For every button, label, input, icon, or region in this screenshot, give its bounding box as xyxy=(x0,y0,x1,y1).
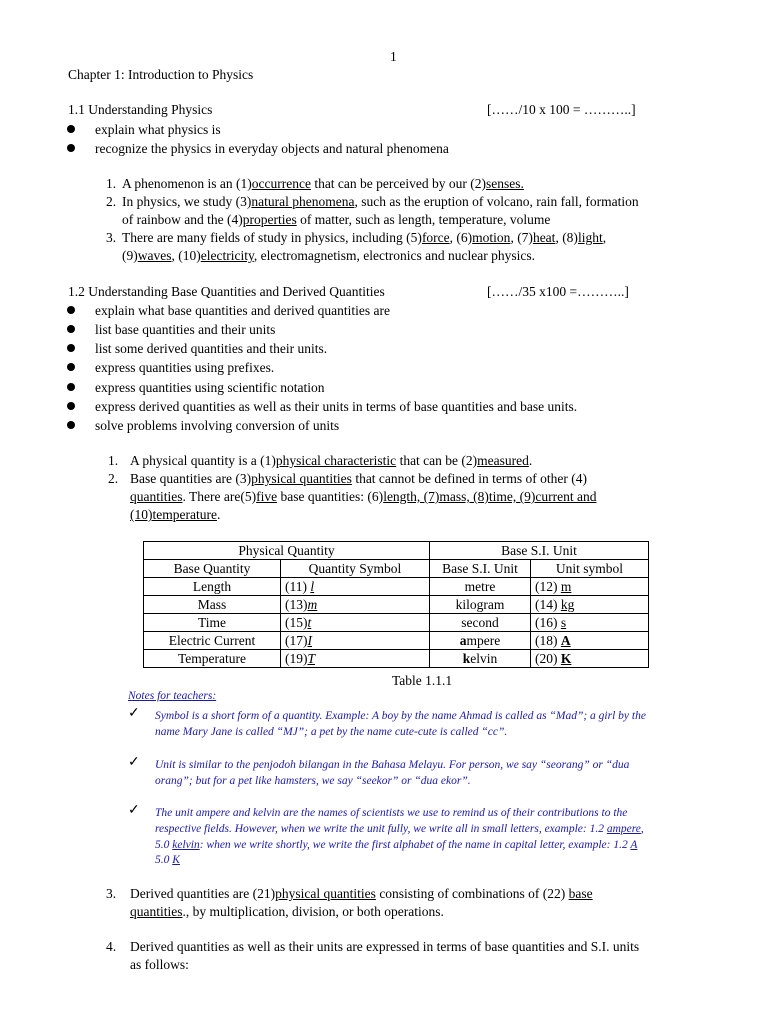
base-quantity-cell: Length xyxy=(144,578,281,596)
quantity-symbol-cell: (17)I xyxy=(281,632,430,650)
section-1-2-heading: 1.2 Understanding Base Quantities and Derived Quantities xyxy=(68,284,385,299)
base-quantity-cell: Temperature xyxy=(144,650,281,668)
note-3-line1: The unit ampere and kelvin are the names of scientists we use to remind us of their contributions to the xyxy=(155,807,628,819)
unit-symbol-cell: (16) s xyxy=(531,614,649,632)
s1-item-1: A phenomenon is an (1)occurrence that can be perceived by our (2)senses. xyxy=(122,176,524,191)
table-group-header: Base S.I. Unit xyxy=(430,542,649,560)
bullet-icon xyxy=(67,344,75,352)
objective-1-2-c: list some derived quantities and their units. xyxy=(95,341,328,356)
si-unit-cell: ampere xyxy=(430,632,531,650)
note-1-line2: name Mary Jane is called “MJ”; a pet by the name cute-cute is called “cc”. xyxy=(155,726,508,738)
bullet-icon xyxy=(67,306,75,314)
note-2-line2: orang”; but for a pet like hamsters, we say “seekor” or “dua ekor”. xyxy=(155,775,471,787)
note-3-line4: 5.0 K xyxy=(155,854,180,866)
s1-item-3-line1: There are many fields of study in physics, including (5)force, (6)motion, (7)heat, (8)light, xyxy=(122,230,607,245)
unit-symbol-cell: (20) K xyxy=(531,650,649,668)
objective-1-2-a: explain what base quantities and derived quantities are xyxy=(95,303,391,318)
section-1-2-score: [……/35 x100 =………..] xyxy=(487,284,629,299)
unit-symbol-cell: (12) m xyxy=(531,578,649,596)
table-caption: Table 1.1.1 xyxy=(392,673,453,688)
objective-1-2-b: list base quantities and their units xyxy=(95,322,276,337)
checkmark-icon: ✓ xyxy=(128,706,140,721)
objective-1-2-f: express derived quantities as well as their units in terms of base quantities and base units. xyxy=(95,399,578,414)
s1-item-3-line2: (9)waves, (10)electricity, electromagnetism, electronics and nuclear physics. xyxy=(122,248,535,263)
item-4-line2: as follows: xyxy=(130,957,189,972)
s1-item-2-line1: In physics, we study (3)natural phenomena, such as the eruption of volcano, rain fall, formation xyxy=(122,194,639,209)
s2-item-2-line3: (10)temperature. xyxy=(130,507,221,522)
bullet-icon xyxy=(67,325,75,333)
objective-1-1-a: explain what physics is xyxy=(95,122,221,137)
s2-item-2-line2: quantities. There are(5)five base quantities: (6)length, (7)mass, (8)time, (9)current and xyxy=(130,489,597,504)
base-quantity-cell: Electric Current xyxy=(144,632,281,650)
unit-symbol-cell: (14) kg xyxy=(531,596,649,614)
note-1-line1: Symbol is a short form of a quantity. Example: A boy by the name Ahmad is called as “Mad”; a girl by the xyxy=(155,710,646,722)
s2-item-1: A physical quantity is a (1)physical characteristic that can be (2)measured. xyxy=(130,453,533,468)
section-1-1-score: [……/10 x 100 = ………..] xyxy=(487,102,636,117)
s2-item-2-num: 2. xyxy=(108,471,119,486)
s1-item-1-num: 1. xyxy=(106,176,117,191)
bullet-icon xyxy=(67,125,75,133)
notes-title: Notes for teachers: xyxy=(128,690,217,702)
table-row xyxy=(144,578,649,596)
quantity-symbol-cell: (15)t xyxy=(281,614,430,632)
s2-item-2-line1: Base quantities are (3)physical quantities that cannot be defined in terms of other (4) xyxy=(130,471,587,486)
table-header-row xyxy=(144,560,649,578)
table-row xyxy=(144,596,649,614)
note-2-line1: Unit is similar to the penjodoh bilangan in the Bahasa Melayu. For person, we say “seorang” or “dua xyxy=(155,759,630,771)
s2-item-1-num: 1. xyxy=(108,453,119,468)
base-quantities-table xyxy=(143,541,649,668)
base-quantity-cell: Mass xyxy=(144,596,281,614)
item-3-num: 3. xyxy=(106,886,117,901)
objective-1-2-d: express quantities using prefixes. xyxy=(95,360,275,375)
si-unit-cell: kilogram xyxy=(430,596,531,614)
s1-item-3-num: 3. xyxy=(106,230,117,245)
item-3-line1: Derived quantities are (21)physical quantities consisting of combinations of (22) base xyxy=(130,886,593,901)
bullet-icon xyxy=(67,421,75,429)
table-header: Quantity Symbol xyxy=(281,560,430,578)
table-header: Base Quantity xyxy=(144,560,281,578)
note-3-line3: 5.0 kelvin: when we write shortly, we write the first alphabet of the name in capital letter, example: 1.2 A xyxy=(155,839,638,851)
s1-item-2-line2: of rainbow and the (4)properties of matter, such as length, temperature, volume xyxy=(122,212,551,227)
bullet-icon xyxy=(67,383,75,391)
unit-symbol-cell: (18) A xyxy=(531,632,649,650)
bullet-icon xyxy=(67,363,75,371)
si-unit-cell: kelvin xyxy=(430,650,531,668)
table-group-header: Physical Quantity xyxy=(144,542,430,560)
bullet-icon xyxy=(67,402,75,410)
si-unit-cell: second xyxy=(430,614,531,632)
quantity-symbol-cell: (13)m xyxy=(281,596,430,614)
table-row xyxy=(144,632,649,650)
checkmark-icon: ✓ xyxy=(128,803,140,818)
objective-1-2-e: express quantities using scientific notation xyxy=(95,380,325,395)
checkmark-icon: ✓ xyxy=(128,755,140,770)
table-group-header-row xyxy=(144,542,649,560)
bullet-icon xyxy=(67,144,75,152)
section-1-1-heading: 1.1 Understanding Physics xyxy=(68,102,213,117)
table-header: Base S.I. Unit xyxy=(430,560,531,578)
si-unit-cell: metre xyxy=(430,578,531,596)
base-quantity-cell: Time xyxy=(144,614,281,632)
chapter-title: Chapter 1: Introduction to Physics xyxy=(68,67,254,82)
item-4-line1: Derived quantities as well as their units are expressed in terms of base quantities and S.I. units xyxy=(130,939,640,954)
item-4-num: 4. xyxy=(106,939,117,954)
objective-1-2-g: solve problems involving conversion of units xyxy=(95,418,340,433)
page-number: 1 xyxy=(390,49,397,64)
table-row xyxy=(144,614,649,632)
objective-1-1-b: recognize the physics in everyday objects and natural phenomena xyxy=(95,141,449,156)
s1-item-2-num: 2. xyxy=(106,194,117,209)
table-header: Unit symbol xyxy=(531,560,649,578)
note-3-line2: respective fields. However, when we write the unit fully, we write all in small letters, example: 1.2 ampere, xyxy=(155,823,644,835)
quantity-symbol-cell: (11) l xyxy=(281,578,430,596)
table-row xyxy=(144,650,649,668)
item-3-line2: quantities., by multiplication, division, or both operations. xyxy=(130,904,444,919)
quantity-symbol-cell: (19)T xyxy=(281,650,430,668)
